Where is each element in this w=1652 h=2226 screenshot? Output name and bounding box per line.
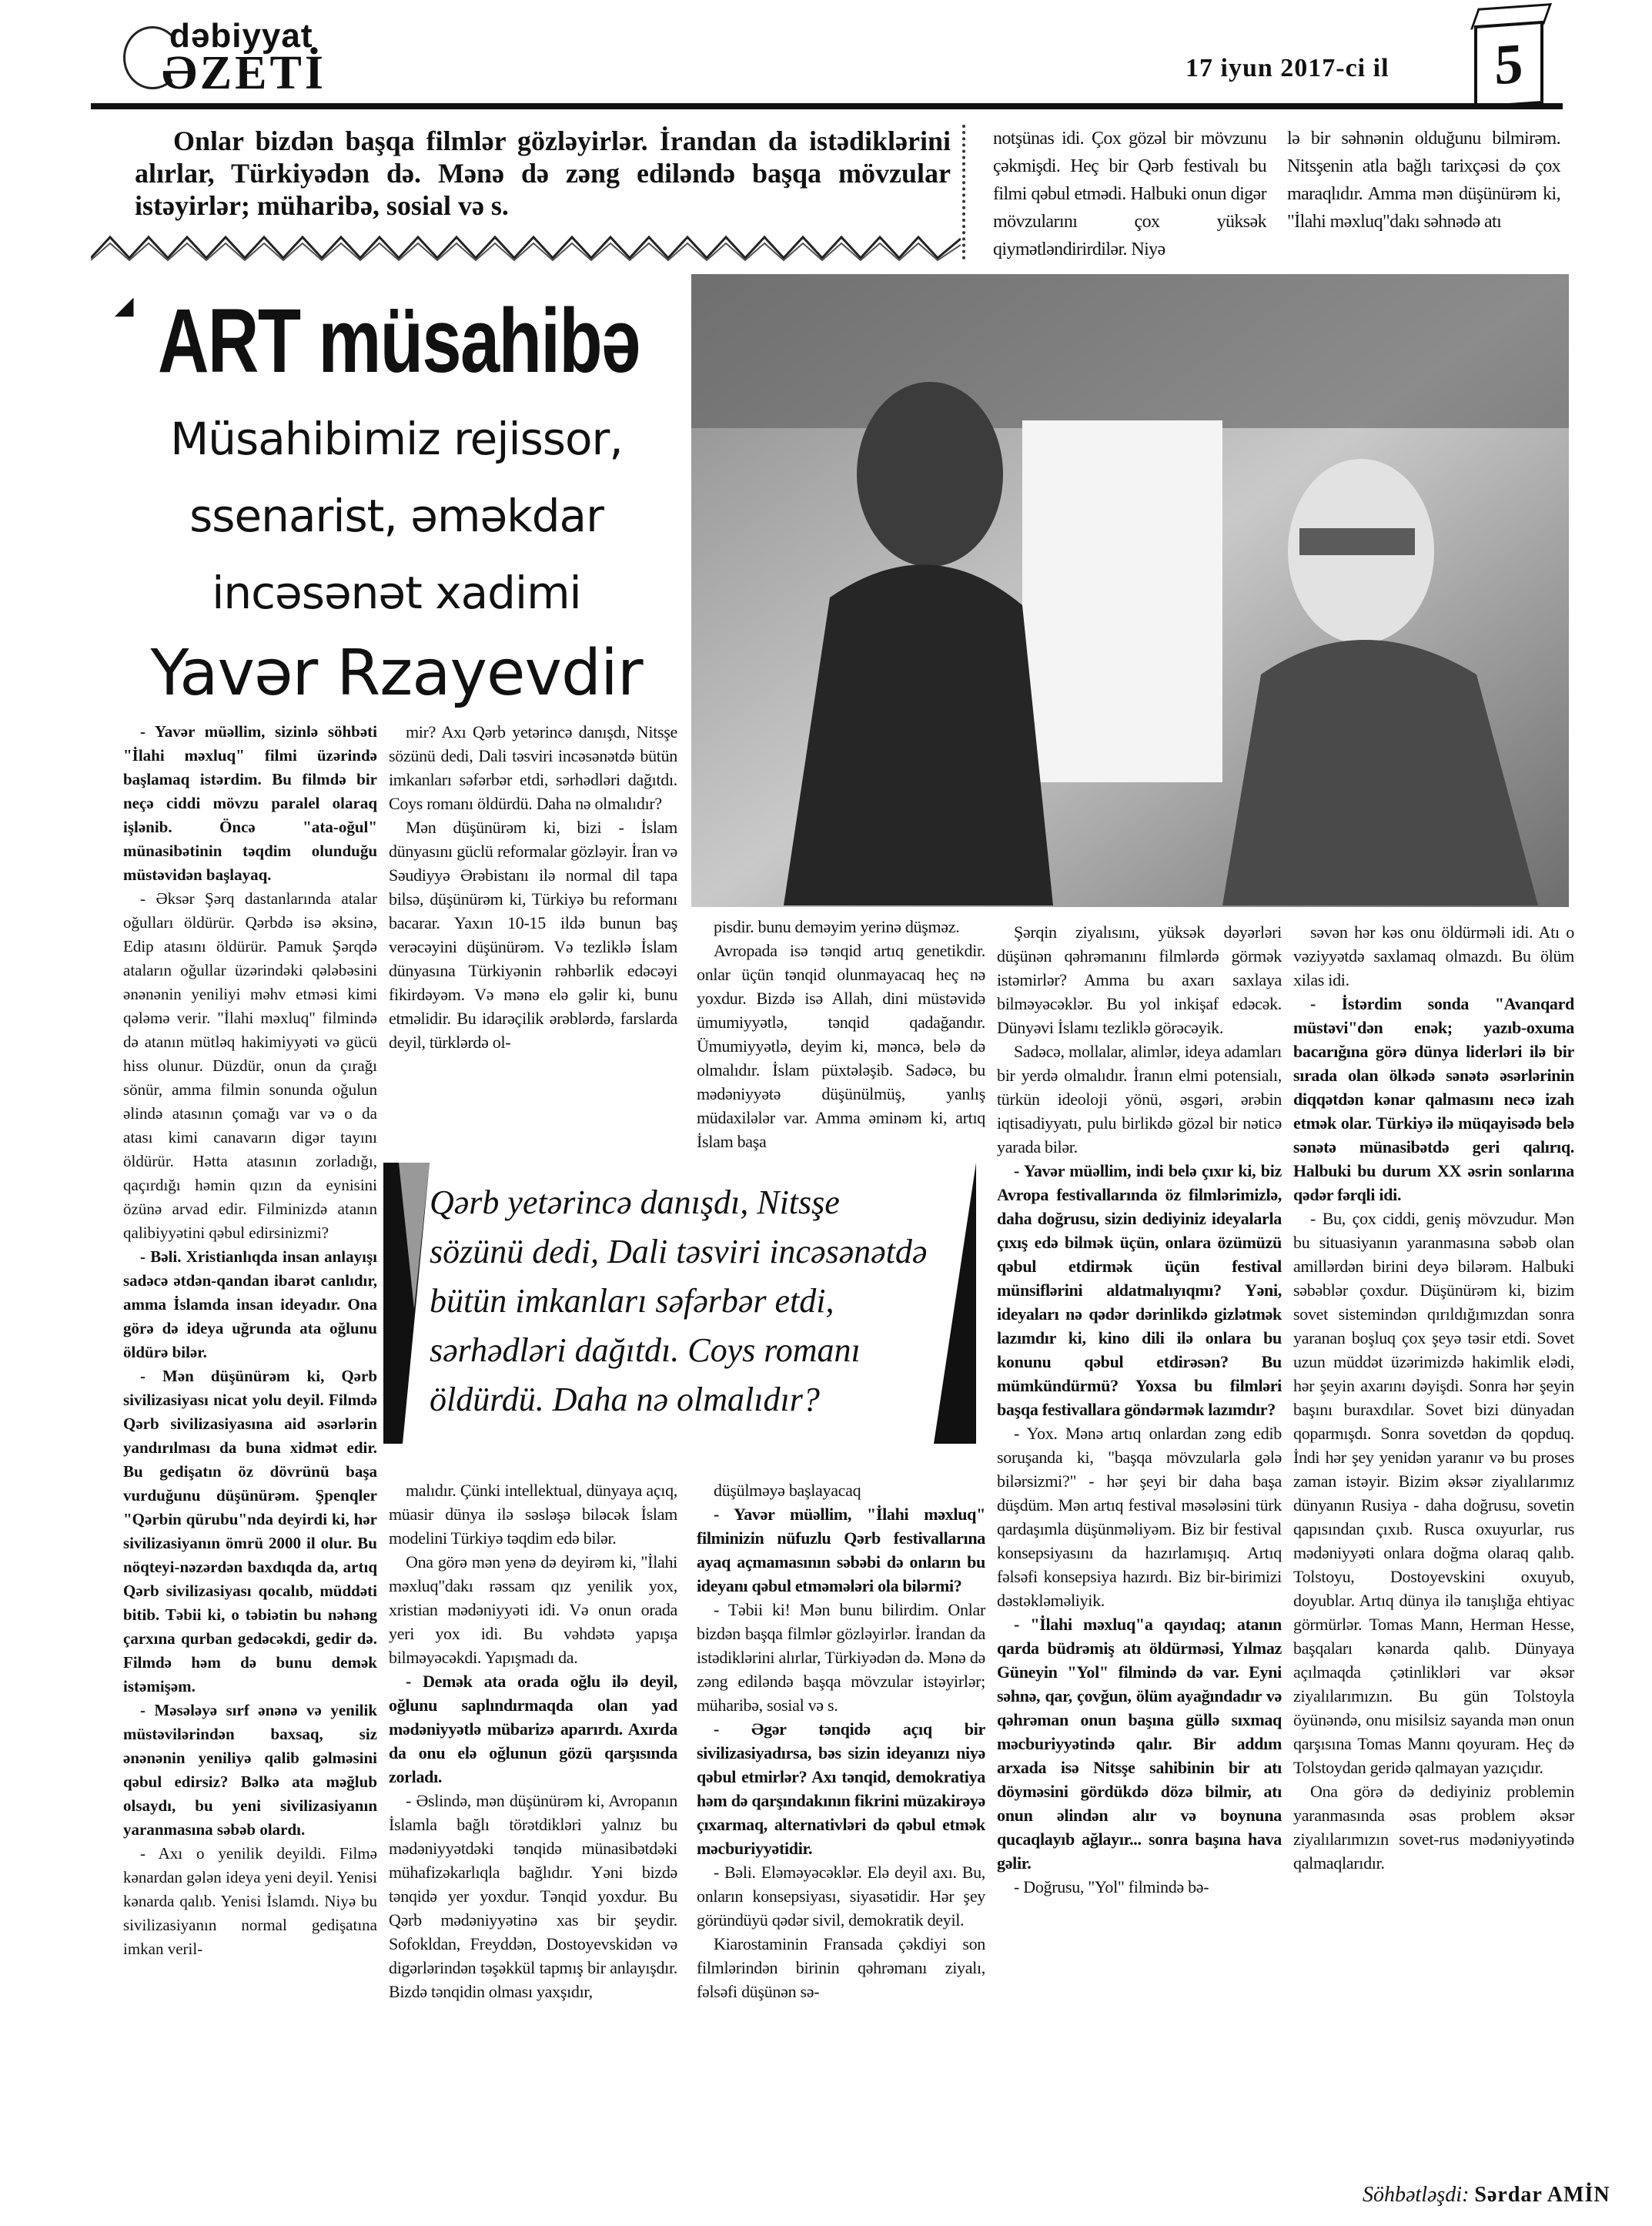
logo-line2: ƏZETİ xyxy=(162,47,326,99)
subtitle-line: incəsənət xadimi xyxy=(212,567,581,619)
article-column-3-top xyxy=(697,915,985,1153)
question-paragraph: - Yavər müəllim, indi belə çıxır ki, biz Avropa festivallarında öz filmlərimizlə, daha doğrusu, sizin dediyiniz ideyalarla çıxış edə bilmək üçün, onlara özümüzü qəbul etdirmək üçün festival münsiflərini aldatmalıyıqmı? Yəni, ideyaları nə qədər dərinlikdə gizlətmək lazımdır ki, kino dili ilə onlara bu konunu qəbul etdirəsən? Bu mümkündürmü? Yoxsa bu filmləri başqa festivallara göndərmək lazımdır? xyxy=(997,1161,1282,1419)
byline xyxy=(1363,2183,1610,2208)
page-number: 5 xyxy=(1474,21,1543,109)
article-column-4 xyxy=(997,920,1282,1899)
question-paragraph: - İstərdim sonda "Avanqard müstəvi"dən enək; yazıb-oxuma bacarığına görə dünya liderləri ilə bir sırada olan ölkədə sənətə əsərlərinin diqqətdən kənar qalmasını necə izah etmək olar. Türkiyə ilə müqayisədə belə sənətə münasibətdə geri qalırıq. Halbuki bu durum XX əsrin sonlarına qədər fərqli idi. xyxy=(1293,994,1574,1204)
logo-line1: dəbiyyat xyxy=(169,17,313,55)
answer-paragraph: Ona görə mən yenə də deyirəm ki, "İlahi məxluq"dakı rəssam qız yenilik yox, xristian mədəniyyəti idi. Və onun orada yeri yox idi. Bu vəhdətə yapışa bilməyəcəkdi. Yapışmadı da. xyxy=(389,1552,677,1667)
answer-paragraph: - Yox. Mənə artıq onlardan zəng edib soruşanda ki, "başqa mövzularla gələ bilərsizmi?" - hər şeyi bir daha başa düşdüm. Mən artıq festival məsələsini türk qardaşımla düşünməliyəm. Biz bir festival konsepsiyasını da hazırlamışıq. Artıq fəlsəfi konsepsiya hazırdı. Biz bir-birimizi dəstəkləməliyik. xyxy=(997,1424,1282,1610)
answer-paragraph: səvən hər kəs onu öldürməli idi. Atı o vəziyyətdə saxlamaq olmazdı. Bu ölüm xilas idi. xyxy=(1293,922,1574,989)
subtitle xyxy=(115,400,677,716)
answer-paragraph: - Təbii ki! Mən bunu bilirdim. Onlar bizdən başqa filmlər gözləyirlər. İrandan da istədiklərini alırlar, Türkiyədən də. Mənə də zəng ediləndə başqa mövzular istəyirlər; müharibə, sosial və s. xyxy=(697,1600,985,1715)
section-mark-icon: ◢ xyxy=(115,293,134,319)
question-paragraph: - Məsələyə sırf ənənə və yenilik müstəvilərindən baxsaq, siz ənənənin yeniliyə qalib gəlməsini qəbul edirsiz? Bəlkə ata məğlub olsaydı, bu yeni sivilizasiyanın yaranmasına səbəb olardı. xyxy=(123,1701,377,1839)
subtitle-line: ssenarist, əməkdar xyxy=(189,490,604,542)
answer-paragraph: - Axı o yenilik deyildi. Filmə kənardan gələn ideya yeni deyil. Yenisi kənarda qalıb. Yenisi İslamdı. Niyə bu sivilizasiyanın normal gedişatına imkan veril- xyxy=(123,1844,377,1958)
article-column-2-top xyxy=(389,720,677,1054)
answer-paragraph: Şərqin ziyalısını, yüksək dəyərləri düşünən qəhrəmanını filmlərdə görmək istəmirlər? Amma bu axarı saxlaya bilməyəcəklər. Bu yol inkişaf edəcək. Dünyəvi İslamı tezliklə görəcəyik. xyxy=(997,922,1282,1037)
answer-paragraph: - Bu, çox ciddi, geniş mövzudur. Mən bu situasiyanın yaranmasına səbəb olan amillərdən birini deyə bilərəm. Halbuki səbəblər çoxdur. Düşünürəm ki, bizim sovet sistemindən qırıldığımızdan sonra yaranan boşluq çox şeyə təsir etdi. Sovet uzun müddət üzərimizdə hakimlik elədi, hər şeyin axarını dəyişdi. Sonra hər şeyin başını buraxdılar. Sovet bizi dünyadan qoparmışdı. Sonra sovetdən də qopduq. İndi hər şey yenidən yaranır və bu proses zaman istəyir. Bizim əksər ziyalılarımız dünyanın Rusiya - daha doğrusu, sovetin qapısından çıxıb. Rusca oxuyurlar, rus mədəniyyəti onlara doğma olaraq qalıb. Tolstoyu, Dostoyevskini oxuyub, doyublar. Artıq dünya ilə tanışlığa ehtiyac görmürlər. Tomas Mann, Herman Hesse, başqaları kənarda qalıb. Dünyaya açılmaqda çətinlikləri var əksər ziyalılarımızın. Bu gün Tolstoyla öyünəndə, onu misilsiz sayanda mən onun qarşısına Tomas Mannı qoyuram. Heç də Tolstoydan geridə qalmayan yazıçıdır. xyxy=(1293,1209,1574,1777)
issue-date: 17 iyun 2017-ci il xyxy=(1185,54,1389,82)
answer-paragraph: Avropada isə tənqid artıq genetikdir. onlar üçün tənqid olunmayacaq heç nə yoxdur. Bizdə isə Allah, dini müstəvidə ümumiyyətlə, tənqid qadağandır. Ümumiyyətlə, deyim ki, məncə, belə də olmalıdır. İslam püxtələşib. Sadəcə, bu mədəniyyətə düşünülmüş, yanlış müdaxilələr var. Amma əminəm ki, artıq İslam başa xyxy=(697,941,985,1151)
question-paragraph: - Yavər müəllim, sizinlə söhbəti "İlahi məxluq" filmi üzərində başlamaq istərdim. Bu filmdə bir neçə ciddi mövzu paralel olaraq işlənib. Öncə "ata-oğul" münasibətinin təqdim olunduğu müstəvidən başlayaq. xyxy=(123,722,377,884)
answer-paragraph: Ona görə də dediyiniz problemin yaranmasında əsas problem əksər ziyalılarımızın sovet-rus mədəniyyətində qalmaqlarıdır. xyxy=(1293,1782,1574,1873)
article-column-5 xyxy=(1293,920,1574,1875)
question-paragraph: - Yavər müəllim, "İlahi məxluq" filminizin nüfuzlu Qərb festivallarına ayaq açmamasının səbəbi də onların bu ideyanı qəbul etməmələri ola bilərmi? xyxy=(697,1505,985,1595)
answer-paragraph: düşülməyə başlayacaq xyxy=(714,1481,861,1500)
question-paragraph: - Əgər tənqidə açıq bir sivilizasiyadırsa, bəs sizin ideyanızı niyə qəbul etmirlər? Axı tənqid, demokratiya həm də qarşındakının fikrini müzakirəyə çıxarmaq, alternativləri də qəbul etmək məcburiyyətidir. xyxy=(697,1719,985,1858)
column-divider xyxy=(962,125,965,259)
answer-paragraph: Mən düşünürəm ki, bizi - İslam dünyasını güclü reformalar gözləyir. İran və Səudiyyə Ərəbistanı ilə normal dil tapa bilsə, düşünürəm ki, Türkiyə bu reformanı bacarar. Yaxın 10-15 ildə bunun baş verəcəyini düşünürəm. Və tezliklə İslam dünyasına Türkiyənin rəhbərlik edəcəyi fikirdəyəm. Və mənə elə gəlir ki, bunu etməlidir. Bu idarəçilik ərəblərdə, farslarda deyil, türklərdə ol- xyxy=(389,818,677,1052)
byline-label: Söhbətləşdi: xyxy=(1363,2183,1470,2207)
article-column-1 xyxy=(123,720,377,1961)
answer-paragraph: mir? Axı Qərb yetərincə danışdı, Nitsşe sözünü dedi, Dali təsviri incəsənətdə bütün imkanları səfərbər etdi, sərhədləri dağıtdı. Coys romanı öldürdü. Daha nə olmalıdır? xyxy=(389,722,677,813)
article-column-3-bottom xyxy=(697,1478,985,2003)
answer-paragraph: pisdir. bunu deməyim yerinə düşməz. xyxy=(714,917,960,936)
top-column-2: lə bir səhnənin olduğunu bilmirəm. Nitsşenin atla bağlı tarixçəsi də çox maraqlıdır. Amma mən düşünürəm ki, "İlahi məxluq"dakı səhnədə atı xyxy=(1287,129,1560,232)
answer-paragraph: Kiarostaminin Fransada çəkdiyi son filmlərindən birinin qəhrəmanı ziyalı, fəlsəfi düşünən sə- xyxy=(697,1934,985,2001)
question-paragraph: - Bəli. Xristianlıqda insan anlayışı sadəcə ətdən-qandan ibarət canlıdır, amma İslamda insan ideyadır. Ona görə də ideya uğrunda ata oğlunu öldürə bilər. xyxy=(123,1247,377,1361)
subtitle-line: Müsahibimiz rejissor, xyxy=(170,413,623,465)
newspaper-logo xyxy=(115,17,370,99)
subtitle-name: Yavər Rzayevdir xyxy=(150,637,643,710)
question-paragraph: - Demək ata orada oğlu ilə deyil, oğlunu saplındırmaqda olan yad mədəniyyətlə mübarizə aparırdı. Axırda da onu elə oğlunun gözü qarşısında zorladı. xyxy=(389,1672,677,1786)
question-paragraph: - "İlahi məxluq"a qayıdaq; atanın qarda büdrəmiş atı öldürməsi, Yılmaz Güneyin "Yol" filmində də var. Eyni səhnə, qar, çovğun, ölüm ayağındadır və qəhrəman onun başına güllə sıxmaq məcburiyyətində qalır. Bir addım arxada isə Nitsşe sahibinin bir atı döyməsini gördükdə dözə bilmir, atı onun əlindən alır və boynuna qucaqlayıb ağlayır... sonra başına hava gəlir. xyxy=(997,1615,1282,1873)
headline: ART müsahibə xyxy=(158,290,640,392)
answer-paragraph: - Əksər Şərq dastanlarında atalar oğulları öldürür. Qərbdə isə əksinə, Edip atasını öldürür. Pamuk Şərqdə ataların oğullar üzərindəki qələbəsini ənənənin yeniliyi məhv etməsi kimi qələmə verir. "İlahi məxluq" filmində də atanın mütləq hakimiyyəti və gücü hiss olunur. Düzdür, onun da çırağı sönür, amma filmin sonunda oğulun əlində atasının çomağı var və o da atası kimi canavarın digər tayını öldürür. Hətta atasının zorladığı, qaçırdığı həmin qızın da eynisini özünə arvad edir. Filminizdə atanın qalibiyyətini qəbul edirsinizmi? xyxy=(123,889,377,1242)
header-rule xyxy=(91,103,1563,109)
interview-photo xyxy=(691,274,1569,907)
answer-paragraph: - Bəli. Eləməyəcəklər. Elə deyil axı. Bu, onların konsepsiyası, siyasətidir. Hər şey göründüyü qədər sivil, demokratik deyil. xyxy=(697,1863,985,1930)
answer-paragraph: - Doğrusu, "Yol" filmində bə- xyxy=(1014,1877,1209,1896)
top-pull-quote: Onlar bizdən başqa filmlər gözləyirlər. İrandan da istədiklərini alırlar, Türkiyədən də. Mənə də zəng ediləndə başqa mövzular istəyirlər; müharibə, sosial və s. xyxy=(135,126,951,221)
question-paragraph: - Mən düşünürəm ki, Qərb sivilizasiyası nicat yolu deyil. Filmdə Qərb sivilizasiyasına aid əsərlərin yandırılması da buna xidmət edir. Bu gedişatın öz dövrünü başa vurduğunu düşünürəm. Şpenqler "Qərbin qürubu"nda deyirdi ki, hər sivilizasiyanın ömrü 2000 il olur. Bu nöqteyi-nəzərdən baxdıqda da, artıq Qərb sivilizasiyası qocalıb, müddəti bitib. Təbii ki, o təbiətin bu nəhəng çarxına qurban gedəcəkdi, gedir də. Filmdə həm də bunu demək istəmişəm. xyxy=(123,1367,377,1695)
article-column-2-bottom xyxy=(389,1478,677,2003)
byline-author: Sərdar AMİN xyxy=(1474,2183,1610,2207)
answer-paragraph: - Əslində, mən düşünürəm ki, Avropanın İslamla bağlı törətdikləri yalnız bu mədəniyyətdəki tənqidə münasibətdəki mühafizəkarlıqla bağlıdır. Yəni bizdə tənqidə yer yoxdur. Tənqid yoxdur. Bu Qərb mədəniyyətinə xas bir şeydir. Sofokldan, Freyddən, Dostoyevskidən və digərlərindən təşəkkül tapmış bir anlayışdır. Bizdə tənqidin olması yaxşıdır, xyxy=(389,1791,677,2001)
top-column-1: notşünas idi. Çox gözəl bir mövzunu çəkmişdi. Heç bir Qərb festivalı bu filmi qəbul etmədi. Halbuki onun digər mövzularını çox yüksək qiymətləndirirdilər. Niyə xyxy=(993,129,1266,259)
zigzag-divider xyxy=(91,231,961,262)
pull-quote-box xyxy=(383,1155,980,1444)
answer-paragraph: malıdır. Çünki intellektual, dünyaya açıq, müasir dünya ilə səsləşə biləcək İslam modelini Türkiyə təqdim edə bilər. xyxy=(389,1481,677,1548)
answer-paragraph: Sadəcə, mollalar, alimlər, ideya adamları bir yerdə olmalıdır. İranın elmi potensialı, türkün ideoloji yönü, əsgəri, ərəbin iqtisadiyyatı, pulu birlikdə gözəl bir nəticə yarada bilər. xyxy=(997,1042,1282,1157)
pull-quote-text: Qərb yetərincə danışdı, Nitsşe sözünü dedi, Dali təsviri incəsənətdə bütün imkanları səfərbər etdi, sərhədləri dağıtdı. Coys romanı öldürdü. Daha nə olmalıdır? xyxy=(430,1183,928,1418)
